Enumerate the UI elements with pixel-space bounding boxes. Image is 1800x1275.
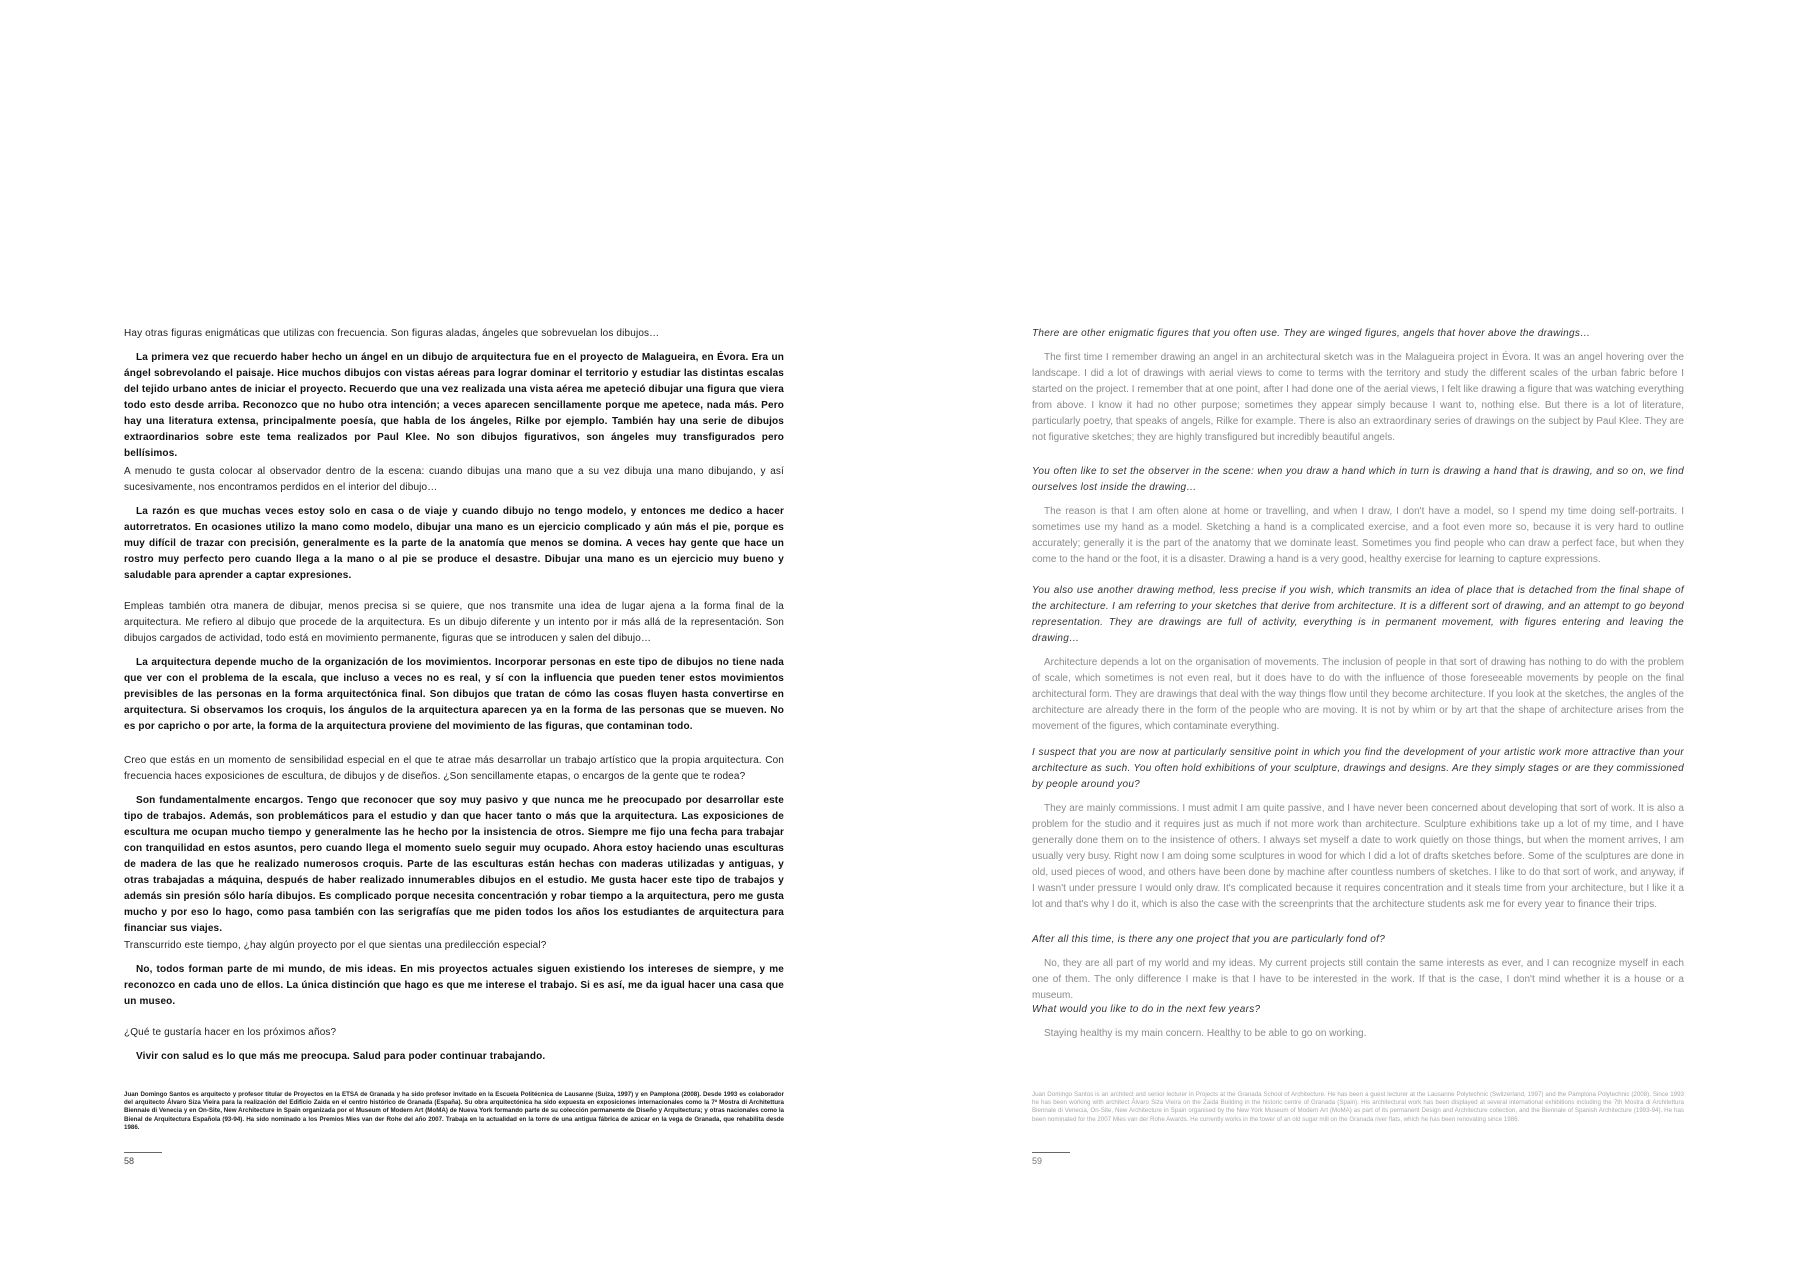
question-en-1: There are other enigmatic figures that you often use. They are winged figures, angels that hover above the drawings… (1032, 328, 1591, 339)
question-es-2: A menudo te gusta colocar al observador dentro de la escena: cuando dibujas una mano que a su vez dibuja una mano dibujando, y así sucesivamente, nos encontramos perdidos en el interior del dibujo… (124, 466, 784, 493)
answer-en-1: The first time I remember drawing an angel in an architectural sketch was in the Malagueira project in Évora. It was an angel hovering over the landscape. I did a lot of drawings with aerial views to come to terms with the territory and study the different scales of the urban fabric before I started on the project. I remember that at one point, after I had done one of the aerial views, I felt like drawing a figure that was watching everything from above. I know it had no other purpose; sometimes they appear simply because I want to, nothing else. But there is a lot of literature, particularly poetry, that speaks of angels, Rilke for example. There is also an extraordinary series of drawings on the subject by Paul Klee. They are not figurative sketches; they are highly transfigured but incredibly beautiful angels. (1032, 352, 1684, 443)
qa-block-es-6 (124, 1025, 784, 1065)
qa-block-es-1 (124, 326, 784, 462)
question-es-3: Empleas también otra manera de dibujar, menos precisa si se quiere, que nos transmite una idea de lugar ajena a la forma final de la arquitectura. Me refiero al dibujo que procede de la arquitectura. Es un dibujo diferente y un intento por ir más allá de la representación. Son dibujos cargados de actividad, todo está en movimiento permanente, figuras que se introducen y salen del dibujo… (124, 601, 784, 644)
qa-block-en-1 (1032, 326, 1684, 446)
question-en-4: I suspect that you are now at particularly sensitive point in which you find the development of your artistic work more attractive than your architecture as such. You often hold exhibitions of your sculpture, drawings and designs. Are they simply stages or are they commissioned by people around you? (1032, 747, 1684, 790)
page-number: 59 (1032, 1156, 1043, 1166)
question-es-1: Hay otras figuras enigmáticas que utilizas con frecuencia. Son figuras aladas, ángeles que sobrevuelan los dibujos… (124, 328, 660, 339)
question-es-5: Transcurrido este tiempo, ¿hay algún proyecto por el que sientas una predilección especial? (124, 940, 547, 951)
author-bio-es: Juan Domingo Santos es arquitecto y profesor titular de Proyectos en la ETSA de Granada y ha sido profesor invitado en la Escuela Politécnica de Lausanne (Suiza, 1997) y en Pamplona (2008). Desde 1993 es colaborador del arquitecto Álvaro Siza Vieira para la realización del Edificio Zaida en el centro histórico de Granada (España). Su obra arquitectónica ha sido expuesta en exposiciones internacionales como la 7ª Mostra di Architettura Biennale di Venecia y en On-Site, New Architecture in Spain organizada por el Museum of Modern Art (MoMA) de Nueva York formando parte de su colección permanente de Diseño y Arquitectura; y otras nacionales como la Bienal de Arquitectura Española (93-94). Ha sido nominado a los Premios Mies van der Rohe del año 2007. Trabaja en la actualidad en la torre de una antigua fábrica de azúcar en la vega de Granada, que rehabilita desde 1986. (124, 1091, 784, 1131)
answer-es-4: Son fundamentalmente encargos. Tengo que reconocer que soy muy pasivo y que nunca me he preocupado por desarrollar este tipo de trabajos. Además, son problemáticos para el estudio y dan que hacer tanto o más que la arquitectura. Las exposiciones de escultura me ocupan mucho tiempo y generalmente las he hecho por la insistencia de otros. Siempre me fijo una fecha para trabajar con tranquilidad en estos asuntos, pero cuando llega el momento suelo seguir muy ocupado. Ahora estoy haciendo unas esculturas de madera de las que he realizado numerosos croquis. Parte de las esculturas están hechas con maderas utilizadas y antiguas, y otras trabajadas a máquina, después de haber realizado innumerables dibujos en el estudio. Me gusta hacer este tipo de trabajos y además sin presión sólo haría dibujos. Es complicado porque necesita concentración y robar tiempo a la arquitectura, pero me gusta mucho y por eso lo hago, como pasa también con las serigrafías que me piden todos los años los estudiantes de arquitectura para financiar sus viajes. (124, 795, 784, 934)
qa-block-es-3 (124, 599, 784, 735)
qa-block-en-4 (1032, 745, 1684, 913)
answer-en-6: Staying healthy is my main concern. Healthy to be able to go on working. (1044, 1028, 1367, 1039)
qa-block-en-2 (1032, 464, 1684, 568)
answer-es-3: La arquitectura depende mucho de la organización de los movimientos. Incorporar personas en este tipo de dibujos no tiene nada que ver con el problema de la escala, que incluso a veces no es real, y sí con la influencia que pueden tener estos movimientos previsibles de las personas en la forma arquitectónica final. Son dibujos que tratan de cómo las cosas fluyen hasta convertirse en arquitectura. Si observamos los croquis, los ángulos de la arquitectura aparecen ya en la forma de las personas que se mueven. No es por capricho o por arte, la forma de la arquitectura proviene del movimiento de las figuras, que contaminan todo. (124, 657, 784, 732)
answer-es-6: Vivir con salud es lo que más me preocupa. Salud para poder continuar trabajando. (136, 1051, 546, 1062)
footer-rule (124, 1152, 162, 1153)
qa-block-en-5 (1032, 932, 1684, 1004)
answer-en-3: Architecture depends a lot on the organisation of movements. The inclusion of people in that sort of drawing has nothing to do with the problem of scale, which sometimes is not even real, but it does have to do with the influence of those foreseeable movements by people on the final architectural form. They are drawings that deal with the way things flow until they become architecture. If you look at the sketches, the angles of the architecture are already there in the form of the people who are moving. It is not by whim or by art that the shape of architecture arises from the movement of the figures, which contaminate everything. (1032, 657, 1684, 732)
qa-block-en-3 (1032, 583, 1684, 735)
answer-en-2: The reason is that I am often alone at home or travelling, and when I draw, I don't have a model, so I spend my time doing self-portraits. I sometimes use my hand as a model. Sketching a hand is a complicated exercise, and a foot even more so, because it is very hard to outline accurately; generally it is the part of the anatomy that we dominate least. Sometimes you find people who can draw a perfect face, but when they come to the hand or the foot, it is a disaster. Drawing a hand is a very good, healthy exercise for learning to capture expressions. (1032, 506, 1684, 565)
question-en-6: What would you like to do in the next few years? (1032, 1004, 1261, 1015)
question-es-6: ¿Qué te gustaría hacer en los próximos años? (124, 1027, 337, 1038)
qa-block-en-6 (1032, 1002, 1684, 1042)
answer-es-2: La razón es que muchas veces estoy solo en casa o de viaje y cuando dibujo no tengo modelo, y entonces me dedico a hacer autorretratos. En ocasiones utilizo la mano como modelo, dibujar una mano es un ejercicio complicado y aún más el pie, porque es muy difícil de trazar con precisión, generalmente es la parte de la anatomía que menos se domina. A veces hay gente que hace un rostro muy perfecto pero cuando llega a la mano o al pie se produce el desastre. Dibujar una mano es un ejercicio muy bueno y saludable para aprender a captar expresiones. (124, 506, 784, 581)
answer-es-5: No, todos forman parte de mi mundo, de mis ideas. En mis proyectos actuales siguen existiendo los intereses de siempre, y me reconozco en cada uno de ellos. La única distinción que hago es que me interese el trabajo. Si es así, me da igual hacer una casa que un museo. (124, 964, 784, 1007)
question-en-3: You also use another drawing method, less precise if you wish, which transmits an idea of place that is detached from the final shape of the architecture. I am referring to your sketches that derive from architecture. It is a different sort of drawing, and an attempt to go beyond representation. They are drawings are full of activity, everything is in permanent movement, with figures entering and leaving the drawing… (1032, 585, 1684, 644)
qa-block-es-4 (124, 753, 784, 937)
page-number: 58 (124, 1156, 135, 1166)
answer-es-1: La primera vez que recuerdo haber hecho un ángel en un dibujo de arquitectura fue en el proyecto de Malagueira, en Évora. Era un ángel sobrevolando el paisaje. Hice muchos dibujos con vistas aéreas para lograr dominar el territorio y estudiar las distintas escalas del tejido urbano antes de iniciar el proyecto. Recuerdo que una vez realizada una vista aérea me apeteció dibujar una figura que viera todo esto desde arriba. Reconozco que no hubo otra intención; a veces aparecen sencillamente porque me apetece, nada más. Pero hay una literatura extensa, principalmente poesía, que habla de los ángeles, Rilke por ejemplo. También hay una serie de dibujos extraordinarios sobre este tema realizados por Paul Klee. No son dibujos figurativos, son ángeles muy transfigurados pero bellísimos. (124, 352, 784, 459)
question-en-2: You often like to set the observer in the scene: when you draw a hand which in turn is drawing a hand that is drawing, and so on, we find ourselves lost inside the drawing… (1032, 466, 1684, 493)
qa-block-es-2 (124, 464, 784, 584)
question-es-4: Creo que estás en un momento de sensibilidad especial en el que te atrae más desarrollar un trabajo artístico que la propia arquitectura. Con frecuencia haces exposiciones de escultura, de dibujos y de diseños. ¿Son sencillamente etapas, o encargos de la gente que te rodea? (124, 755, 784, 782)
answer-en-4: They are mainly commissions. I must admit I am quite passive, and I have never been concerned about developing that sort of work. It is also a problem for the studio and it requires just as much if not more work than architecture. Sculpture exhibitions take up a lot of my time, and I have generally done them on to the insistence of others. I always set myself a date to work quietly on those things, but when the moment arrives, I am usually very busy. Right now I am doing some sculptures in wood for which I did a lot of drafts sketches before. Some of the sculptures are done in old, used pieces of wood, and others have been done by machine after countless numbers of sketches. I like to do that sort of work, and anyway, if I wasn't under pressure I would only draw. It's complicated because it requires concentration and it steals time from your architecture, but I like it a lot and that's why I do it, which is also the case with the screenprints that the architecture students ask me for every year to finance their trips. (1032, 803, 1684, 910)
answer-en-5: No, they are all part of my world and my ideas. My current projects still contain the same interests as ever, and I can recognize myself in each one of them. The only difference I make is that I have to be interested in the work. If that is the case, I don't mind whether it is a house or a museum. (1032, 958, 1684, 1001)
author-bio-en: Juan Domingo Santos is an architect and senior lecturer in Projects at the Granada School of Architecture. He has been a guest lecturer at the Lausanne Polytechnic (Switzerland, 1997) and the Pamplona Polytechnic (2008). Since 1993 he has been working with architect Álvaro Siza Vieira on the Zaida Building in the historic centre of Granada (Spain). His architectural work has been displayed at several international exhibitions including the 7th Mostra di Architettura Biennale di Venecia, On-Site, New Architecture in Spain organised by the New York Museum of Modern Art (MoMA) as part of its permanent Design and Architecture collection, and the Biennale of Spanish Architecture (1993-94). He has been nominated for the 2007 Mies van der Rohe Awards. He currently works in the tower of an old sugar mill on the Granada river flats, which he has been renovating since 1986. (1032, 1091, 1684, 1123)
question-en-5: After all this time, is there any one project that you are particularly fond of? (1032, 934, 1386, 945)
footer-rule (1032, 1152, 1070, 1153)
qa-block-es-5 (124, 938, 784, 1010)
